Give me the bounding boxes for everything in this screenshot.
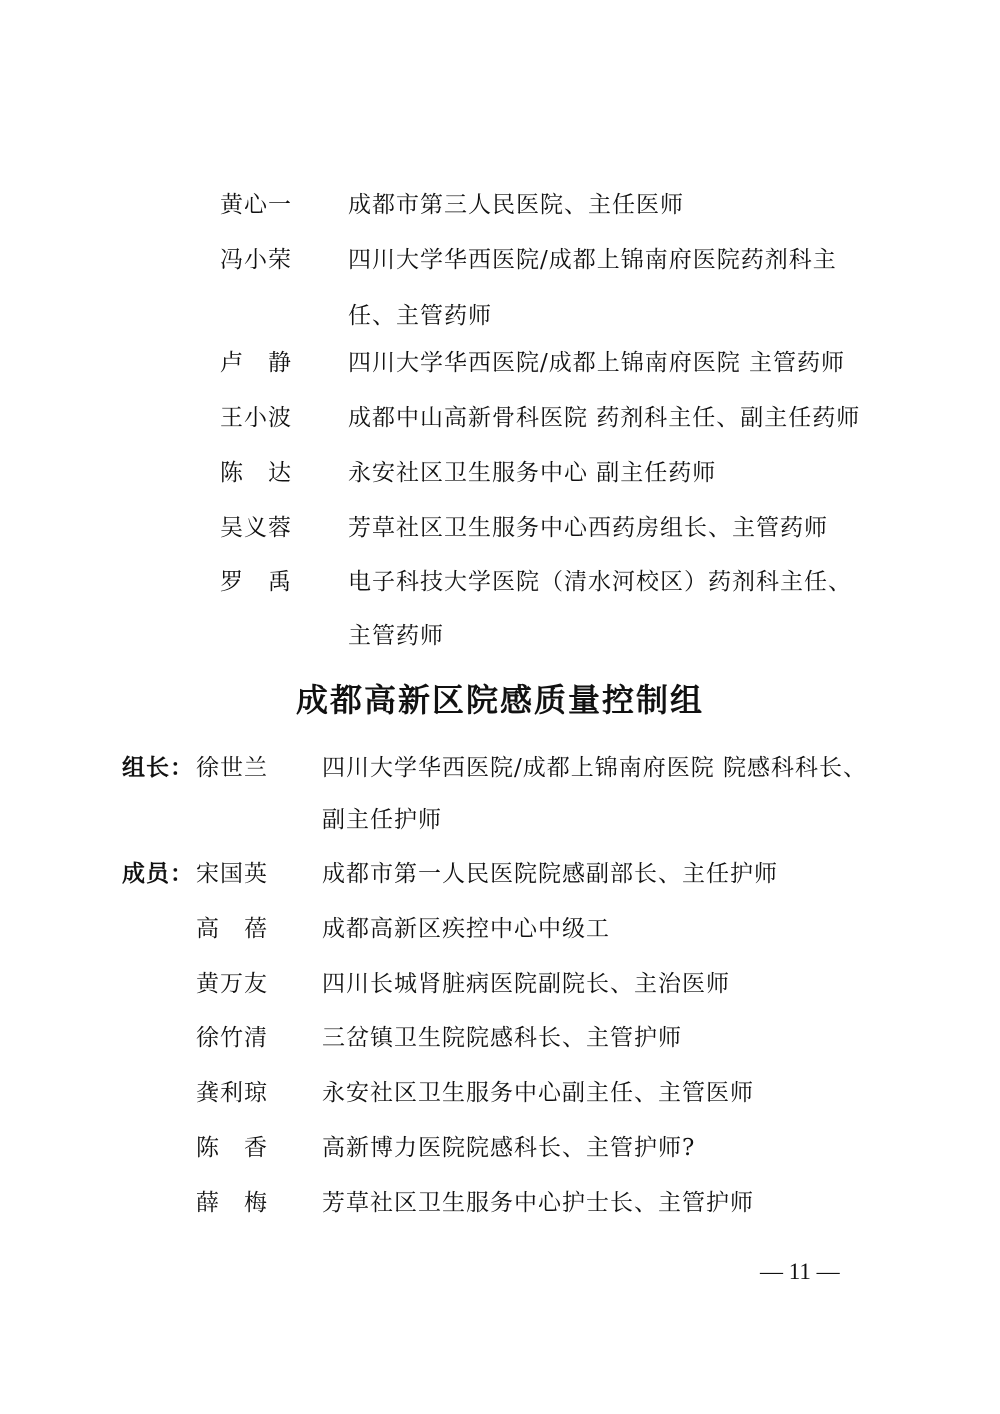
member-desc: 四川大学华西医院/成都上锦南府医院 主管药师 <box>348 350 846 376</box>
member-name: 徐竹清 <box>196 1025 268 1051</box>
member-name: 卢 静 <box>220 350 292 376</box>
member-name: 薛 梅 <box>196 1190 268 1216</box>
member-name: 黄万友 <box>196 971 268 997</box>
member-name: 高 蓓 <box>196 916 268 942</box>
member-name: 罗 禹 <box>220 569 292 595</box>
member-desc: 成都中山高新骨科医院 药剂科主任、副主任药师 <box>348 405 861 431</box>
section-title: 成都高新区院感质量控制组 <box>295 681 704 719</box>
leader-desc-continued: 副主任护师 <box>322 807 442 833</box>
member-desc: 芳草社区卫生服务中心西药房组长、主管药师 <box>348 515 828 541</box>
member-name: 黄心一 <box>220 192 292 218</box>
member-desc: 四川大学华西医院/成都上锦南府医院药剂科主 <box>348 247 837 273</box>
member-desc: 成都市第一人民医院院感副部长、主任护师 <box>322 861 778 887</box>
member-desc: 成都市第三人民医院、主任医师 <box>348 192 684 218</box>
member-desc: 芳草社区卫生服务中心护士长、主管护师 <box>322 1190 754 1216</box>
member-desc: 永安社区卫生服务中心 副主任药师 <box>348 460 717 486</box>
member-desc-continued: 主管药师 <box>348 623 444 649</box>
page-number: — 11 — <box>760 1259 840 1284</box>
member-name: 龚利琼 <box>196 1080 268 1106</box>
member-name: 吴义蓉 <box>220 515 292 541</box>
member-desc-continued: 任、主管药师 <box>348 303 492 329</box>
member-desc: 高新博力医院院感科长、主管护师? <box>322 1135 696 1161</box>
leader-name: 徐世兰 <box>196 755 268 781</box>
member-desc: 成都高新区疾控中心中级工 <box>322 916 610 942</box>
member-name: 陈 达 <box>220 460 292 486</box>
member-desc: 永安社区卫生服务中心副主任、主管医师 <box>322 1080 754 1106</box>
member-desc: 三岔镇卫生院院感科长、主管护师 <box>322 1025 682 1051</box>
leader-desc: 四川大学华西医院/成都上锦南府医院 院感科科长、 <box>322 755 868 781</box>
member-name: 陈 香 <box>196 1135 268 1161</box>
member-name: 王小波 <box>220 405 292 431</box>
member-name: 宋国英 <box>196 861 268 887</box>
member-desc: 四川长城肾脏病医院副院长、主治医师 <box>322 971 730 997</box>
leader-label: 组长： <box>122 755 194 781</box>
member-desc: 电子科技大学医院（清水河校区）药剂科主任、 <box>348 569 852 595</box>
member-name: 冯小荣 <box>220 247 292 273</box>
members-label: 成员： <box>122 861 194 887</box>
